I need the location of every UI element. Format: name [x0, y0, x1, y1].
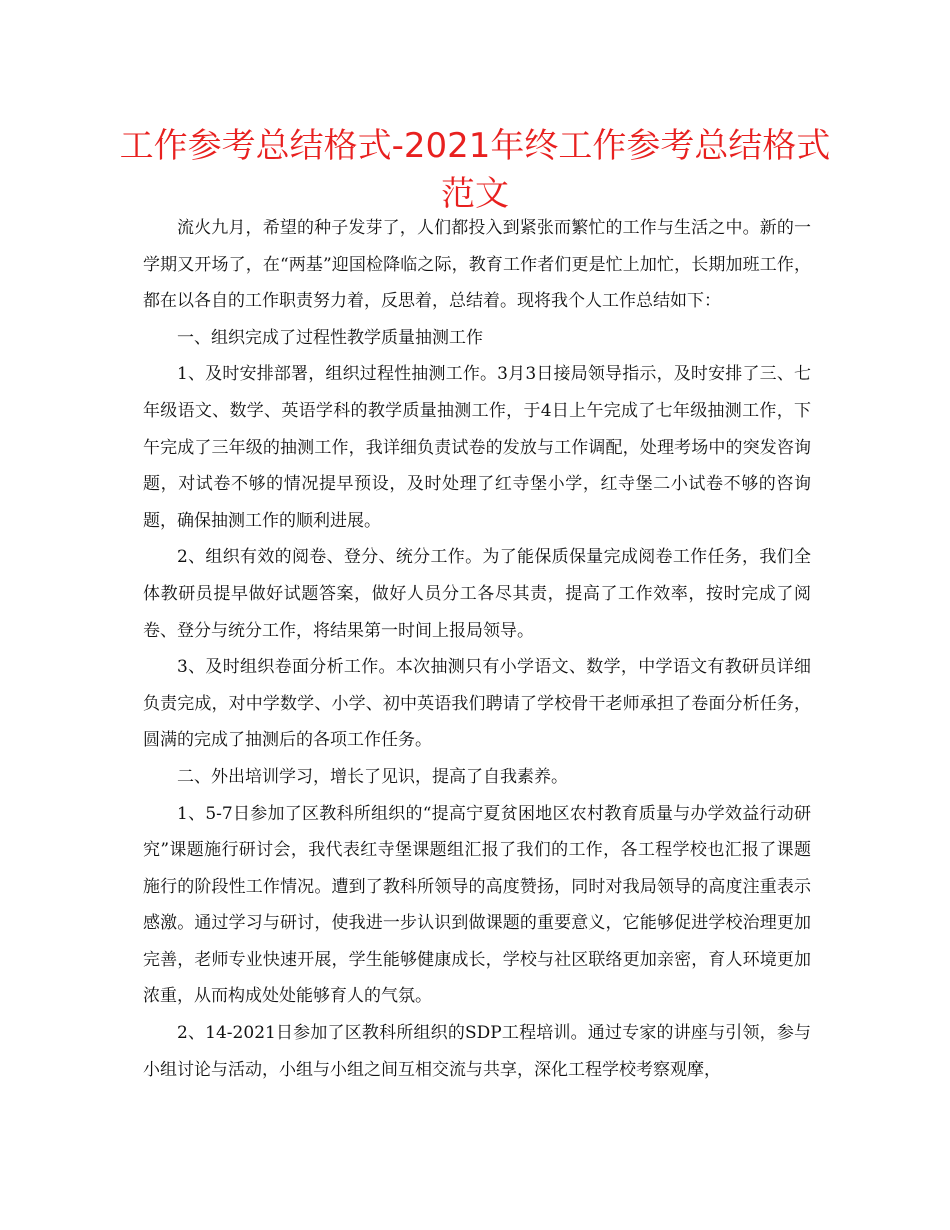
- section-heading-1: 一、组织完成了过程性教学质量抽测工作: [177, 327, 483, 348]
- title-line-2: 范文: [441, 174, 509, 214]
- paragraph: 2、组织有效的阅卷、登分、统分工作。为了能保质保量完成阅卷工作任务，我们全体教研员提早做好试题答案，做好人员分工各尽其责，提高了工作效率，按时完成了阅卷、登分与统分工作，将结果第一时间上报局领导。: [143, 547, 811, 641]
- paragraph: 3、及时组织卷面分析工作。本次抽测只有小学语文、数学，中学语文有教研员详细负责完成，对中学数学、小学、初中英语我们聘请了学校骨干老师承担了卷面分析任务，圆满的完成了抽测后的各项工作任务。: [143, 657, 811, 751]
- title-line-1: 工作参考总结格式-2021年终工作参考总结格式: [119, 126, 831, 166]
- paragraph: 1、及时安排部署，组织过程性抽测工作。3月3日接局领导指示，及时安排了三、七年级语文、数学、英语学科的教学质量抽测工作，于4日上午完成了七年级抽测工作，下午完成了三年级的抽测工作，我详细负责试卷的发放与工作调配，处理考场中的突发咨询题，对试卷不够的情况提早预设，及时处理了红寺堡小学，红寺堡二小试卷不够的咨询题，确保抽测工作的顺利进展。: [143, 364, 811, 531]
- paragraph: 2、14-2021日参加了区教科所组织的SDP工程培训。通过专家的讲座与引领，参与小组讨论与活动，小组与小组之间互相交流与共享，深化工程学校考察观摩，: [143, 1023, 811, 1080]
- document-body: [143, 210, 811, 1088]
- paragraph-intro: 流火九月，希望的种子发芽了，人们都投入到紧张而繁忙的工作与生活之中。新的一学期又开场了，在“两基”迎国检降临之际，教育工作者们更是忙上加忙，长期加班工作，都在以各自的工作职责努力着，反思着，总结着。现将我个人工作总结如下：: [143, 218, 811, 312]
- paragraph: 1、5-7日参加了区教科所组织的“提高宁夏贫困地区农村教育质量与办学效益行动研究”课题施行研讨会，我代表红寺堡课题组汇报了我们的工作，各工程学校也汇报了课题施行的阶段性工作情况。遭到了教科所领导的高度赞扬，同时对我局领导的高度注重表示感激。通过学习与研讨，使我进一步认识到做课题的重要意义，它能够促进学校治理更加完善，老师专业快速开展，学生能够健康成长，学校与社区联络更加亲密，育人环境更加浓重，从而构成处处能够育人的气氛。: [143, 803, 811, 1007]
- section-heading-2: 二、外出培训学习，增长了见识，提高了自我素养。: [177, 766, 568, 787]
- document-title: [100, 122, 850, 218]
